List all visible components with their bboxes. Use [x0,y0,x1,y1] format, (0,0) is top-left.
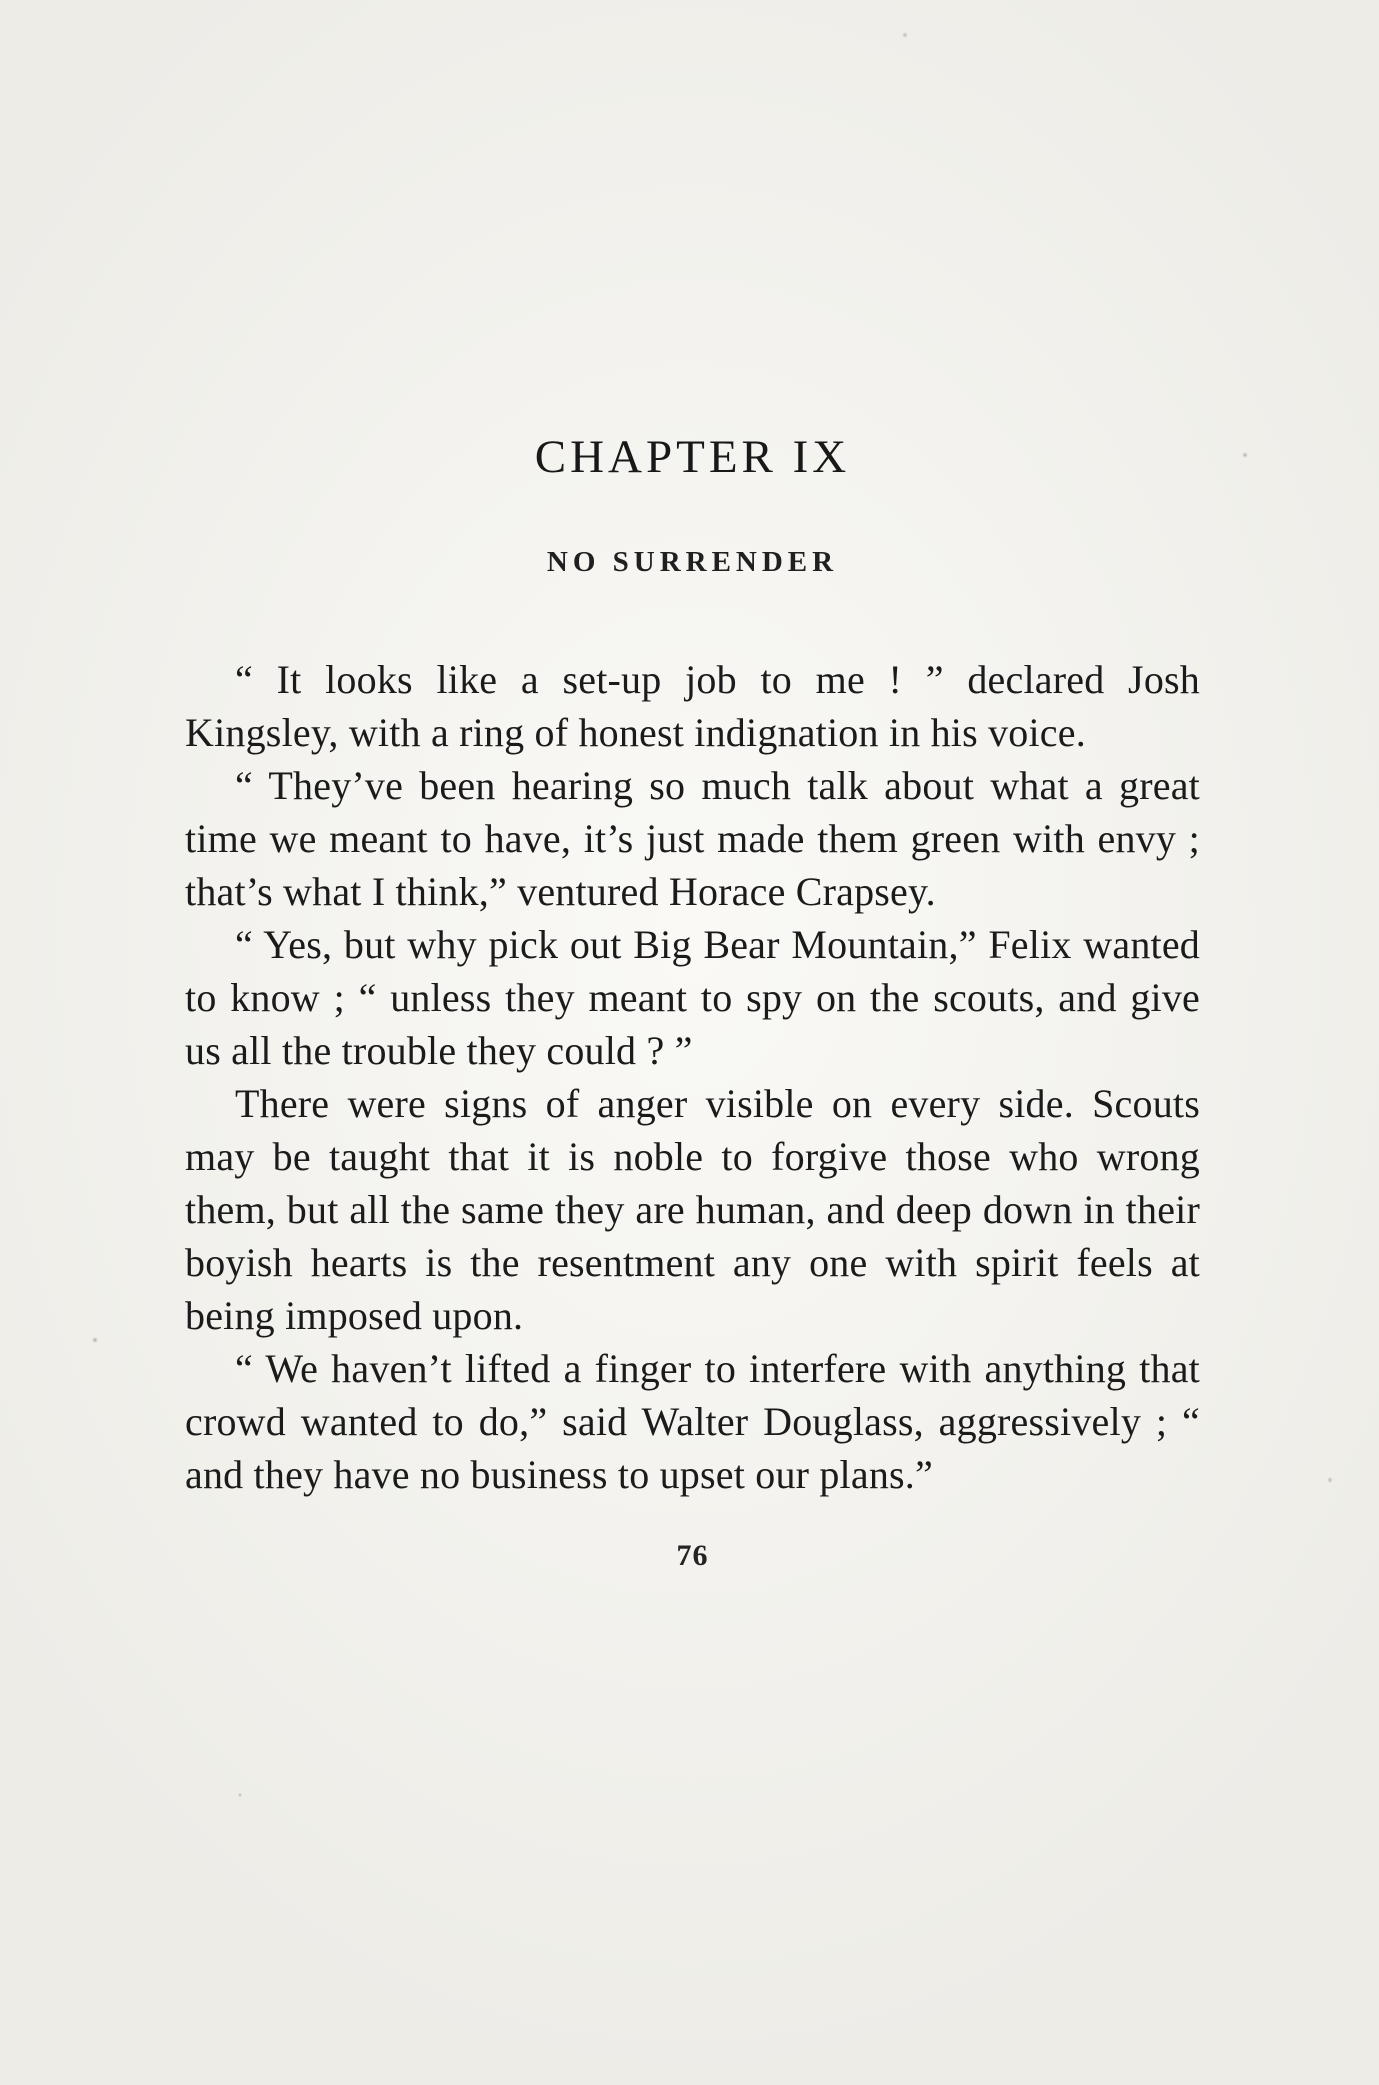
paragraph: “ It looks like a set-up job to me ! ” declared Josh Kingsley, with a ring of honest indignation in his voice. [185,657,1200,755]
text-column [185,0,1200,1573]
paragraph: There were signs of anger visible on every side. Scouts may be taught that it is noble to forgive those who wrong them, but all the same they are human, and deep down in their boyish hearts is the resentment any one with spirit feels at being imposed upon. [185,1081,1200,1338]
paragraph: “ We haven’t lifted a finger to interfere with anything that crowd wanted to do,” said Walter Douglass, aggressively ; “ and they have no business to upset our plans.” [185,1346,1200,1497]
chapter-subtitle: NO SURRENDER [546,546,839,578]
page-number: 76 [676,1539,709,1572]
chapter-title: CHAPTER IX [534,431,851,483]
paragraph: “ They’ve been hearing so much talk about what a great time we meant to have, it’s just made them green with envy ; that’s what I think,” ventured Horace Crapsey. [185,763,1200,914]
body-text [185,653,1200,1501]
paragraph: “ Yes, but why pick out Big Bear Mountain,” Felix wanted to know ; “ unless they meant to spy on the scouts, and give us all the trouble they could ? ” [185,922,1200,1073]
